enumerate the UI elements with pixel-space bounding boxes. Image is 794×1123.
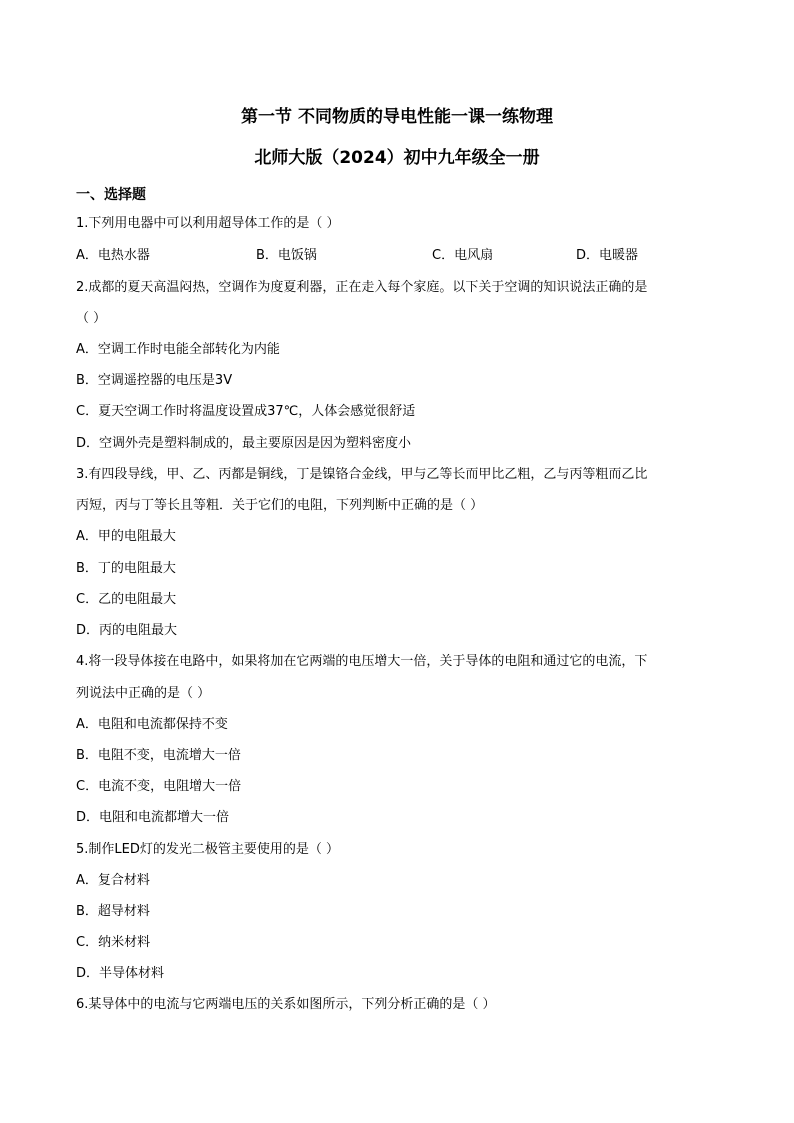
q4-option-a: A．电阻和电流都保持不变 <box>76 717 228 732</box>
question-3-stem-line2: 丙短，丙与丁等长且等粗．关于它们的电阻，下列判断中正确的是（ ） <box>76 498 484 513</box>
section-heading: 一、选择题 <box>76 187 146 203</box>
q1-option-b: B．电饭锅 <box>256 248 317 263</box>
q2-option-c: C．夏天空调工作时将温度设置成37℃，人体会感觉很舒适 <box>76 404 416 419</box>
q2-option-a: A．空调工作时电能全部转化为内能 <box>76 342 280 357</box>
q1-option-d: D．电暖器 <box>576 248 639 263</box>
q3-option-d: D．丙的电阻最大 <box>76 623 178 638</box>
q5-option-a: A．复合材料 <box>76 873 150 888</box>
q4-option-c: C．电流不变，电阻增大一倍 <box>76 779 242 794</box>
question-2-stem-line1: 2.成都的夏天高温闷热，空调作为度夏利器，正在走入每个家庭。以下关于空调的知识说法正确的是 <box>76 280 648 295</box>
q2-option-b: B．空调遥控器的电压是3V <box>76 373 233 388</box>
question-6-stem: 6.某导体中的电流与它两端电压的关系如图所示，下列分析正确的是（ ） <box>76 997 496 1012</box>
q4-option-b: B．电阻不变，电流增大一倍 <box>76 748 241 763</box>
document-subtitle: 北师大版（2024）初中九年级全一册 <box>254 148 540 168</box>
q2-option-d: D．空调外壳是塑料制成的，最主要原因是因为塑料密度小 <box>76 436 412 451</box>
question-3-stem-line1: 3.有四段导线，甲、乙、丙都是铜线，丁是镍铬合金线，甲与乙等长而甲比乙粗，乙与丙等粗而乙比 <box>76 467 648 482</box>
q3-option-b: B．丁的电阻最大 <box>76 561 176 576</box>
q4-option-d: D．电阻和电流都增大一倍 <box>76 810 230 825</box>
question-4-stem-line2: 列说法中正确的是（ ） <box>76 686 211 701</box>
question-1-stem: 1.下列用电器中可以利用超导体工作的是（ ） <box>76 216 340 231</box>
q3-option-a: A．甲的电阻最大 <box>76 529 176 544</box>
q1-option-a: A．电热水器 <box>76 248 150 263</box>
question-2-stem-line2: （ ） <box>76 311 107 326</box>
q5-option-d: D．半导体材料 <box>76 966 165 981</box>
q5-option-b: B．超导材料 <box>76 904 150 919</box>
q1-option-c: C．电风扇 <box>432 248 494 263</box>
q3-option-c: C．乙的电阻最大 <box>76 592 177 607</box>
q5-option-c: C．纳米材料 <box>76 935 151 950</box>
question-5-stem: 5.制作LED灯的发光二极管主要使用的是（ ） <box>76 842 340 857</box>
question-4-stem-line1: 4.将一段导体接在电路中，如果将加在它两端的电压增大一倍，关于导体的电阻和通过它的电流，下 <box>76 654 648 669</box>
document-title: 第一节 不同物质的导电性能一课一练物理 <box>241 107 553 127</box>
